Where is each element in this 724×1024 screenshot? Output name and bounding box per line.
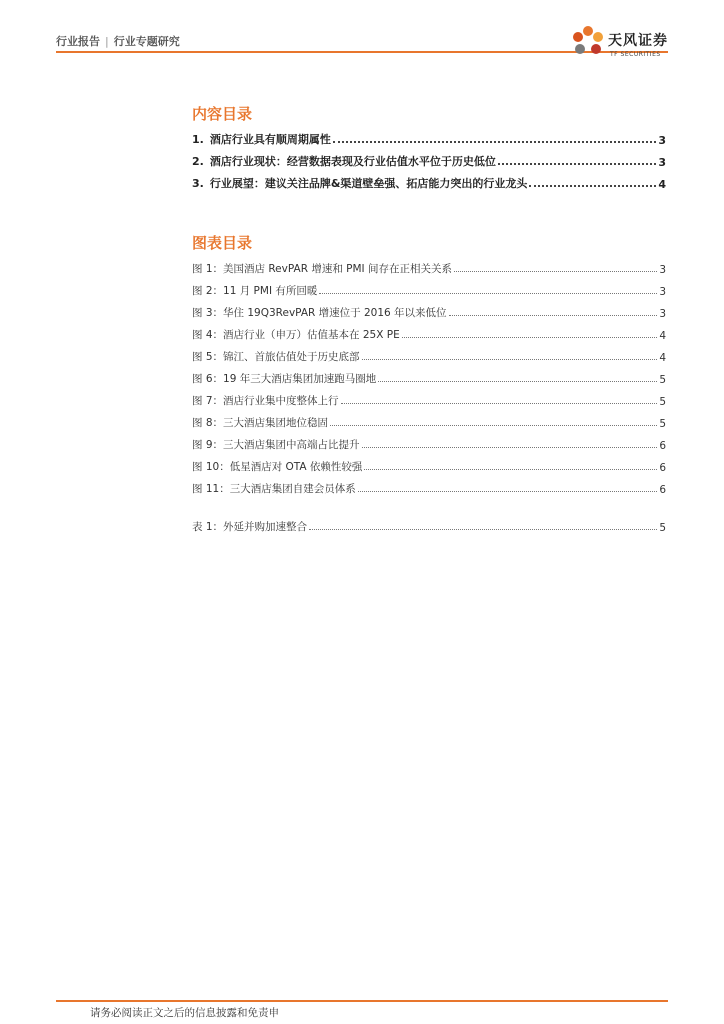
figure-item-page: 4 xyxy=(659,330,666,342)
figure-item[interactable] xyxy=(192,430,666,452)
contents-item[interactable] xyxy=(192,125,666,147)
figures-title: 图表目录 xyxy=(192,234,253,252)
figure-item[interactable] xyxy=(192,276,666,298)
figure-item-text: 图 6：19 年三大酒店集团加速跑马圈地 xyxy=(192,373,377,385)
contents-item-text: 酒店行业具有顺周期属性 xyxy=(209,133,331,146)
table-item-page: 5 xyxy=(659,522,666,534)
dot-leader xyxy=(309,529,657,530)
dot-leader xyxy=(319,293,657,294)
figure-item[interactable] xyxy=(192,452,666,474)
dot-leader xyxy=(333,141,657,143)
contents-item-number: 2. xyxy=(192,155,204,168)
figure-item-text: 图 1：美国酒店 RevPAR 增速和 PMI 间存在正相关关系 xyxy=(192,263,452,275)
figure-item-page: 3 xyxy=(659,286,666,298)
dot-leader xyxy=(362,359,658,360)
contents-item-page: 3 xyxy=(658,156,666,169)
figure-item-page: 3 xyxy=(659,264,666,276)
contents-item-page: 3 xyxy=(658,134,666,147)
figure-item-page: 6 xyxy=(659,440,666,452)
figure-item-page: 6 xyxy=(659,484,666,496)
contents-item-text: 行业展望：建议关注品牌&渠道壁垒强、拓店能力突出的行业龙头 xyxy=(209,177,528,190)
dot-leader xyxy=(498,163,657,165)
figure-item-page: 5 xyxy=(659,374,666,386)
figure-item-text: 图 2：11 月 PMI 有所回暖 xyxy=(192,285,318,297)
logo-name-en: TF SECURITIES xyxy=(610,51,661,58)
figure-item-page: 4 xyxy=(659,352,666,364)
contents-title: 内容目录 xyxy=(192,105,253,123)
figure-item-text: 图 4：酒店行业（申万）估值基本在 25X PE xyxy=(192,329,400,341)
contents-item-text: 酒店行业现状：经营数据表现及行业估值水平位于历史低位 xyxy=(209,155,496,168)
figure-item-text: 图 8：三大酒店集团地位稳固 xyxy=(192,417,329,429)
figures-list xyxy=(192,254,666,496)
contents-item[interactable] xyxy=(192,147,666,169)
contents-list xyxy=(192,125,666,191)
dot-leader xyxy=(529,185,656,187)
figure-item[interactable] xyxy=(192,474,666,496)
tables-list xyxy=(192,512,666,534)
header-category: 行业报告 xyxy=(56,35,100,48)
figure-item-text: 图 5：锦江、首旅估值处于历史底部 xyxy=(192,351,360,363)
contents-item[interactable] xyxy=(192,169,666,191)
figure-item[interactable] xyxy=(192,254,666,276)
header-breadcrumb xyxy=(56,33,180,49)
dot-leader xyxy=(449,315,658,316)
logo-name-cn: 天风证券 xyxy=(608,33,668,49)
header-separator: | xyxy=(105,35,109,48)
dot-leader xyxy=(362,447,658,448)
figure-item-text: 图 11：三大酒店集团自建会员体系 xyxy=(192,483,356,495)
contents-item-number: 1. xyxy=(192,133,204,146)
figure-item-page: 3 xyxy=(659,308,666,320)
dot-leader xyxy=(341,403,658,404)
figure-item[interactable] xyxy=(192,320,666,342)
dot-leader xyxy=(364,469,657,470)
figure-item-page: 5 xyxy=(659,396,666,408)
dot-leader xyxy=(330,425,657,426)
contents-item-page: 4 xyxy=(658,178,666,191)
figure-item[interactable] xyxy=(192,408,666,430)
table-item[interactable] xyxy=(192,512,666,534)
figure-item-text: 图 7：酒店行业集中度整体上行 xyxy=(192,395,339,407)
figure-item-text: 图 3：华住 19Q3RevPAR 增速位于 2016 年以来低位 xyxy=(192,307,447,319)
figure-item-text: 图 10：低星酒店对 OTA 依赖性较强 xyxy=(192,461,363,473)
figure-item[interactable] xyxy=(192,298,666,320)
company-logo xyxy=(568,22,678,62)
table-item-text: 表 1：外延并购加速整合 xyxy=(192,521,308,533)
footer-disclaimer: 请务必阅读正文之后的信息披露和免责申 xyxy=(90,1007,279,1019)
figure-item[interactable] xyxy=(192,364,666,386)
dot-leader xyxy=(454,271,657,272)
figure-item-page: 5 xyxy=(659,418,666,430)
contents-item-number: 3. xyxy=(192,177,204,190)
figure-item-text: 图 9：三大酒店集团中高端占比提升 xyxy=(192,439,360,451)
figure-item[interactable] xyxy=(192,386,666,408)
figure-item-page: 6 xyxy=(659,462,666,474)
footer-divider xyxy=(56,1000,668,1002)
figure-item[interactable] xyxy=(192,342,666,364)
dot-leader xyxy=(358,491,658,492)
flower-logo-icon xyxy=(568,22,608,62)
dot-leader xyxy=(378,381,657,382)
header-subcategory: 行业专题研究 xyxy=(113,35,180,48)
dot-leader xyxy=(402,337,658,338)
